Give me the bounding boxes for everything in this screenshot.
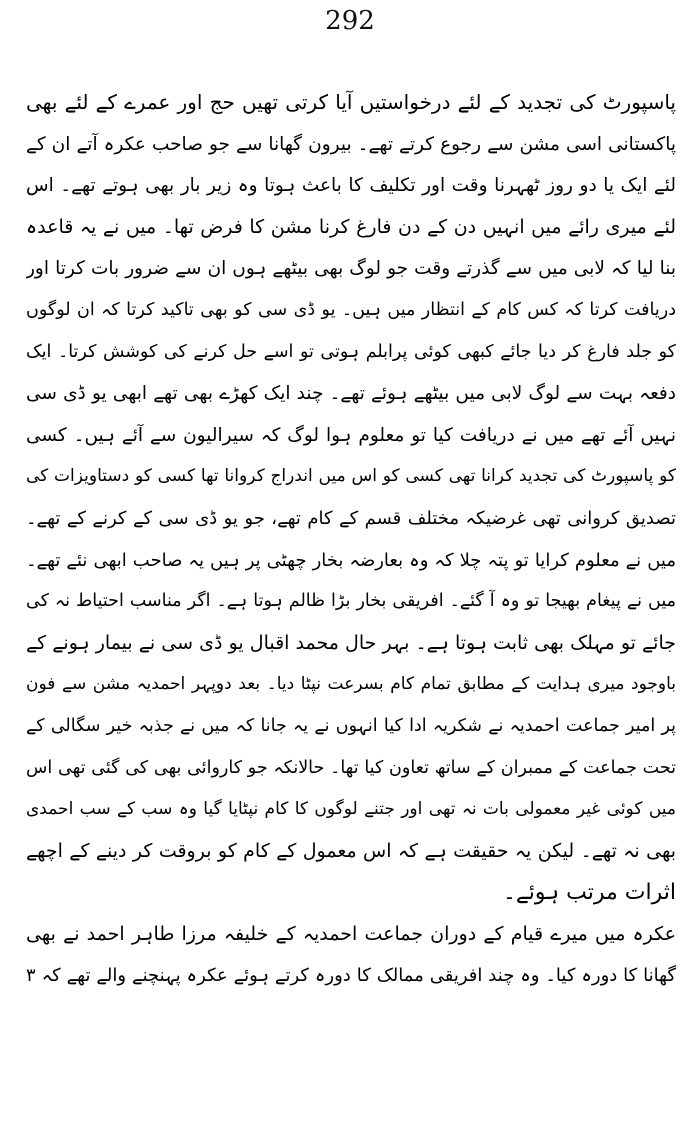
text-line: گھانا کا دورہ کیا۔ وہ چند افریقی ممالک کا دورہ کرتے ہوئے عکرہ پہنچنے والے تھے کہ ۳	[26, 965, 676, 987]
text-line: میں نے پیغام بھیجا تو وہ آ گئے۔ افریقی بخار بڑا ظالم ہوتا ہے۔ اگر مناسب احتیاط نہ کی	[26, 591, 676, 612]
text-line: کو جلد فارغ کر دیا جائے کبھی کوئی پرابلم ہوتی تو اسے حل کرنے کی کوشش کرتا۔ ایک	[26, 341, 676, 362]
text-line: کو پاسپورٹ کی تجدید کرانا تھی کسی کو اس میں اندراج کروانا تھا کسی کو دستاویزات کی	[26, 466, 676, 487]
text-line: عکرہ میں میرے قیام کے دوران جماعت احمدیہ کے خلیفہ مرزا طاہر احمد نے بھی	[26, 922, 676, 945]
text-line: اثرات مرتب ہوئے۔	[503, 880, 676, 906]
text-line: تحت جماعت کے ممبران کے ساتھ تعاون کیا تھا۔ حالانکہ جو کاروائی بھی کی گئی تھی اس	[26, 757, 676, 778]
text-line: بنا لیا کہ لابی میں سے گذرتے وقت جو لوگ بھی بیٹھے ہوں ان سے ضرور بات کرتا اور	[26, 258, 676, 280]
text-line: تصدیق کروانی تھی غرضیکہ مختلف قسم کے کام تھے، جو یو ڈی سی کے کرنے کے تھے۔	[26, 507, 676, 529]
text-line: دریافت کرتا کہ کس کام کے انتظار میں ہیں۔ یو ڈی سی کو بھی تاکید کرتا کہ ان لوگوں	[26, 299, 676, 320]
text-line: لئے میری رائے میں انہیں دن کے دن فارغ کرنا مشن کا فرض تھا۔ میں نے یہ قاعدہ	[26, 215, 676, 238]
text-line: پاکستانی اسی مشن سے رجوع کرتے تھے۔ بیرون گھانا سے جو صاحب عکرہ آتے ان کے	[26, 133, 676, 155]
body-text	[26, 82, 676, 997]
text-line: پاسپورٹ کی تجدید کے لئے درخواستیں آیا کرتی تھیں حج اور عمرے کے لئے بھی	[26, 90, 676, 114]
text-line: جائے تو مہلک بھی ثابت ہوتا ہے۔ بہر حال محمد اقبال یو ڈی سی نے بیمار ہونے کے	[26, 631, 676, 654]
text-line: پر امیر جماعت احمدیہ نے شکریہ ادا کیا انہوں نے یہ جانا کہ میں نے جذبہ خیر سگالی کے	[26, 715, 676, 736]
text-line: بھی نہ تھے۔ لیکن یہ حقیقت ہے کہ اس معمول کے کام کو بروقت کر دینے کے اچھے	[26, 839, 676, 862]
text-line: نہیں آئے تھے میں نے دریافت کیا تو معلوم ہوا لوگ کہ سیرالیون سے آئے ہیں۔ کسی	[26, 424, 676, 446]
text-line: دفعہ بہت سے لوگ لابی میں بیٹھے ہوئے تھے۔ چند ایک کھڑے بھی تھے ابھی یو ڈی سی	[26, 383, 676, 405]
text-line: میں نے معلوم کرایا تو پتہ چلا کہ وہ بعارضہ بخار چھٹی پر ہیں یہ صاحب ابھی نئے تھے۔	[26, 549, 676, 571]
text-line: لئے ایک یا دو روز ٹھہرنا وقت اور تکلیف کا باعث ہوتا وہ زیر بار بھی ہوتے تھے۔ اس	[26, 175, 676, 197]
text-line: میں کوئی غیر معمولی بات نہ تھی اور جتنے لوگوں کا کام نپٹایا گیا وہ سب کے سب احمدی	[26, 799, 676, 820]
text-line: باوجود میری ہدایت کے مطابق تمام کام بسرعت نپٹا دیا۔ بعد دوپہر احمدیہ مشن سے فون	[26, 674, 676, 695]
page-number: 292	[325, 6, 375, 36]
